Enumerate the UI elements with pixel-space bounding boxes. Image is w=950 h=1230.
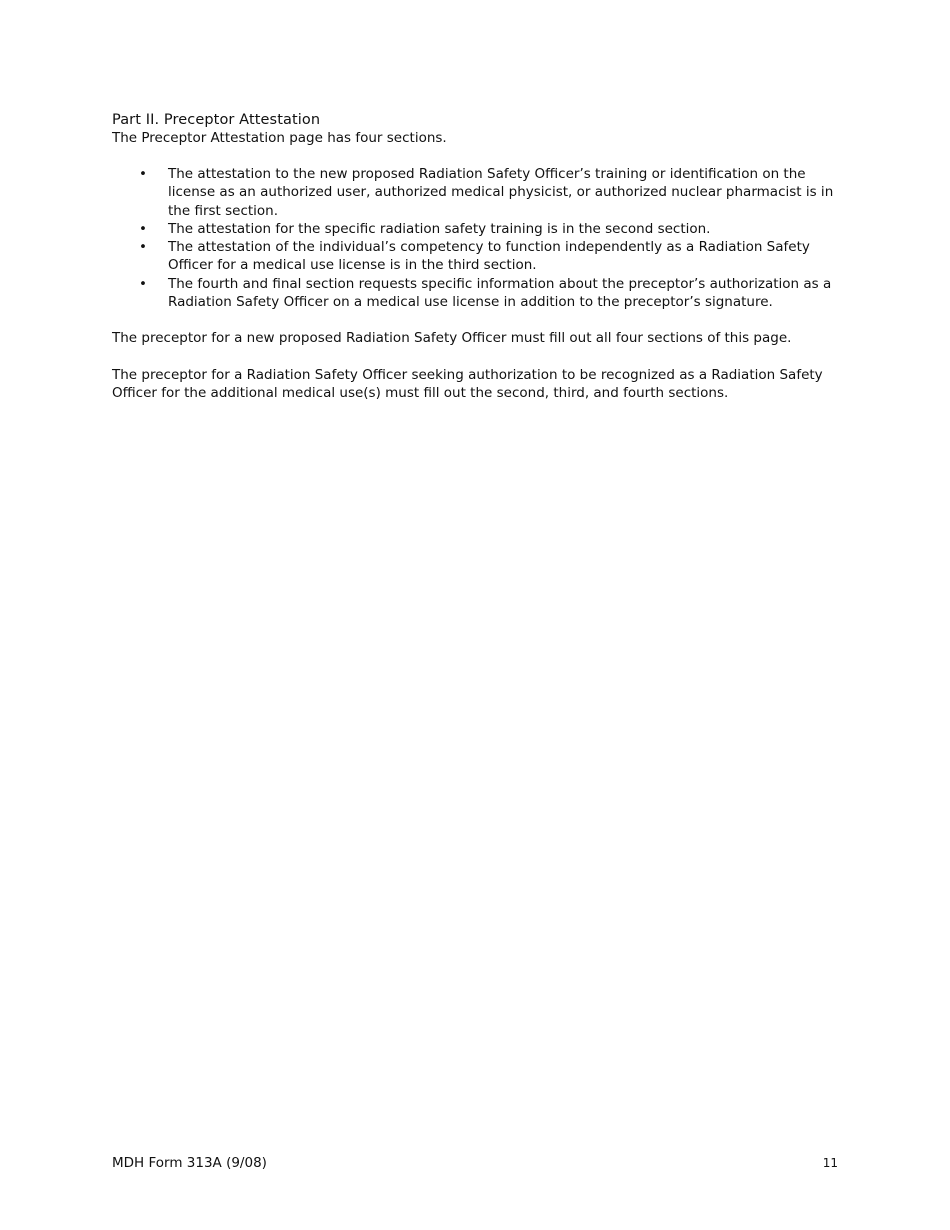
list-item [112, 275, 840, 312]
list-item [112, 165, 840, 220]
bullet-list [112, 165, 840, 311]
list-item [112, 238, 840, 275]
bullet-icon: • [139, 166, 147, 182]
section-heading: Part II. Preceptor Attestation [112, 112, 321, 128]
paragraph-additional-use: The preceptor for a Radiation Safety Officer seeking authorization to be recognized as a Radiation Safety Officer for the additional medical use(s) must fill out the second, third, and fourth sections. [112, 366, 823, 401]
bullet-icon: • [139, 275, 147, 292]
bullet-icon: • [139, 220, 147, 237]
footer-form-id: MDH Form 313A (9/08) [112, 1155, 267, 1171]
list-item-text: The attestation for the specific radiation safety training is in the second section. [168, 220, 711, 237]
page-content [112, 111, 840, 402]
list-item-text: The attestation to the new proposed Radiation Safety Officer’s training or identification on the license as an authorized user, authorized medical physicist, or authorized nuclear pharmacist is in the first section. [168, 166, 834, 219]
bullet-icon: • [139, 239, 147, 256]
footer-page-number: 11 [822, 1156, 838, 1170]
section-intro: The Preceptor Attestation page has four sections. [112, 130, 447, 146]
list-item-text: The fourth and final section requests specific information about the preceptor’s authorization as a Radiation Safety Officer on a medical use license in addition to the preceptor’s signature. [168, 275, 832, 311]
list-item [112, 220, 840, 238]
paragraph-new-rso: The preceptor for a new proposed Radiation Safety Officer must fill out all four sections of this page. [112, 330, 792, 347]
list-item-text: The attestation of the individual’s competency to function independently as a Radiation Safety Officer for a medical use license is in the third section. [168, 239, 810, 274]
